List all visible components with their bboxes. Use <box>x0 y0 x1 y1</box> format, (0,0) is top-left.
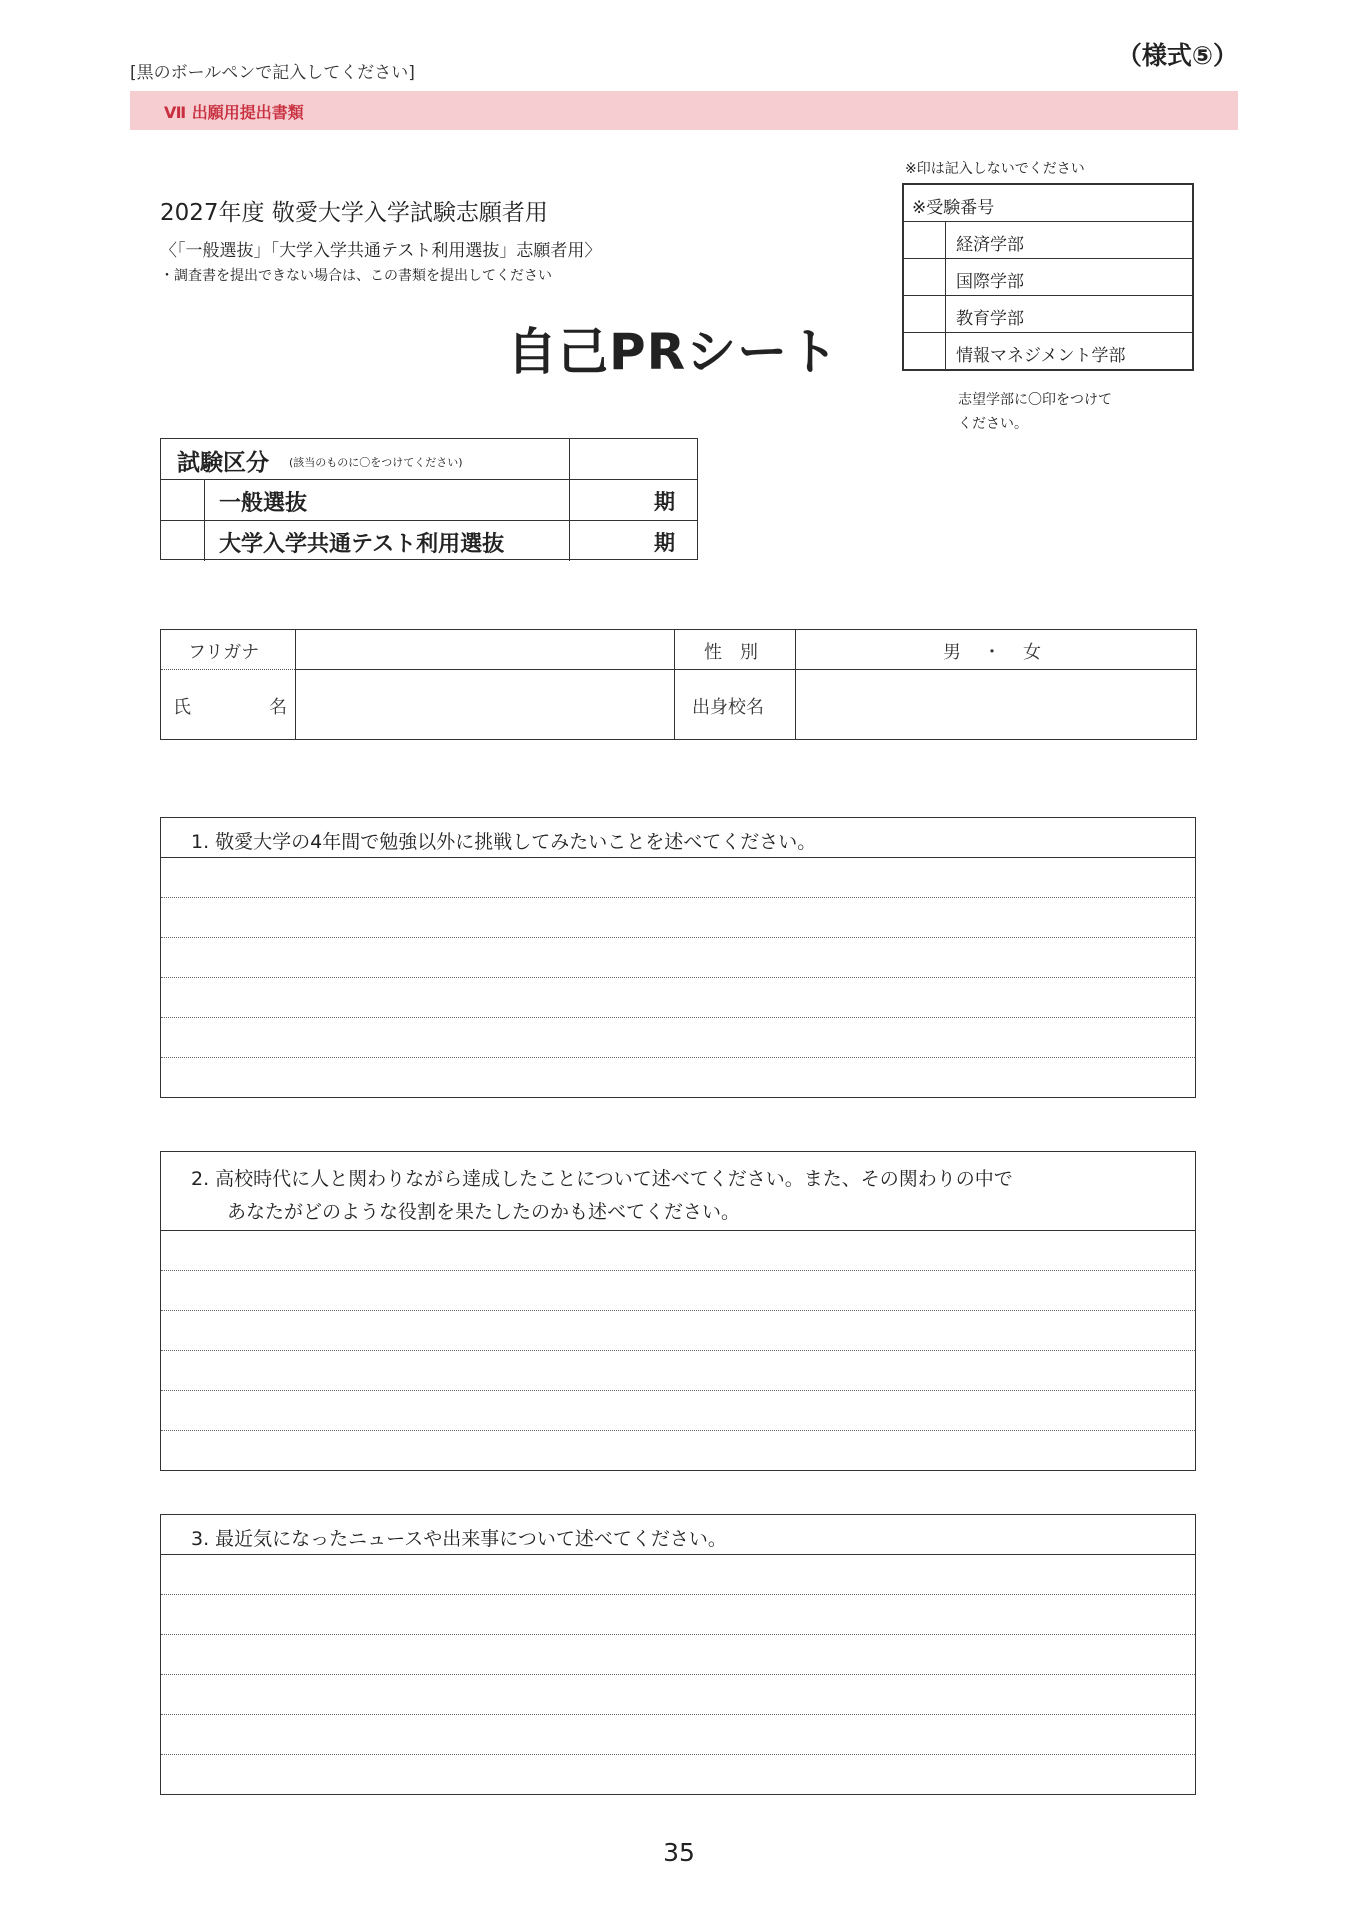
furigana-label: フリガナ <box>188 642 260 663</box>
school-label: 出身校名 <box>692 697 764 718</box>
column-divider <box>569 439 570 479</box>
column-divider <box>674 630 675 739</box>
school-field[interactable] <box>796 670 1196 740</box>
question-text: 1. 敬愛大学の4年間で勉強以外に挑戦してみたいことを述べてください。 <box>191 831 817 853</box>
question-box-2 <box>160 1151 1196 1471</box>
question-text: 3. 最近気になったニュースや出来事について述べてください。 <box>191 1528 727 1550</box>
answer-line <box>161 1431 1195 1470</box>
exam-option-label: 大学入学共通テスト利用選抜 <box>219 532 505 557</box>
answer-line <box>161 1755 1195 1794</box>
question-box-3 <box>160 1514 1196 1795</box>
question-text: 2. 高校時代に人と関わりながら達成したことについて述べてください。また、その関わりの中で <box>191 1168 1013 1190</box>
answer-line <box>161 1675 1195 1715</box>
page-number: 35 <box>663 1838 695 1867</box>
answer-line <box>161 1555 1195 1595</box>
department-row <box>904 296 1192 333</box>
applicant-info-table <box>160 629 1197 740</box>
name-label-first: 氏 <box>173 697 191 718</box>
applicant-type-subtitle: 〈「一般選抜」「大学入学共通テスト利用選抜」志願者用〉 <box>160 241 602 261</box>
answer-line <box>161 1715 1195 1755</box>
exam-category-note: (該当のものに〇をつけてください) <box>289 456 463 469</box>
answer-line <box>161 1018 1195 1058</box>
question-header <box>161 1515 1195 1555</box>
exam-option-row <box>161 480 697 521</box>
exam-category-header <box>161 439 697 480</box>
exam-category-heading: 試験区分 <box>177 450 269 476</box>
department-row <box>904 259 1192 296</box>
answer-line <box>161 858 1195 898</box>
column-divider <box>569 480 570 520</box>
question-text-continued: あなたがどのような役割を果たしたのかも述べてください。 <box>227 1201 741 1223</box>
question-header <box>161 818 1195 858</box>
department-label: 情報マネジメント学部 <box>956 346 1126 366</box>
answer-line <box>161 1271 1195 1311</box>
department-mark-box[interactable] <box>904 296 946 332</box>
answer-area[interactable] <box>161 1231 1195 1470</box>
answer-area[interactable] <box>161 858 1195 1097</box>
question-box-1 <box>160 817 1196 1098</box>
answer-line <box>161 938 1195 978</box>
exam-number-label: ※受験番号 <box>912 198 995 218</box>
pen-instruction: [黒のボールペンで記入してください] <box>130 63 415 83</box>
department-mark-box[interactable] <box>904 333 946 369</box>
answer-line <box>161 1058 1195 1097</box>
department-mark-box[interactable] <box>904 259 946 295</box>
form-number-label: （様式⑤） <box>1116 41 1238 70</box>
year-title: 2027年度 敬愛大学入学試験志願者用 <box>160 200 548 226</box>
answer-line <box>161 898 1195 938</box>
exam-option-label: 一般選抜 <box>219 491 308 516</box>
answer-line <box>161 1391 1195 1431</box>
submission-note: ・調査書を提出できない場合は、この書類を提出してください <box>160 268 552 284</box>
department-footnote: 志望学部に〇印をつけて <box>958 392 1112 408</box>
department-label: 教育学部 <box>956 309 1024 329</box>
mark-box-divider <box>204 480 205 520</box>
gender-label: 性 別 <box>704 642 758 663</box>
mark-box-divider <box>204 521 205 561</box>
department-label: 国際学部 <box>956 272 1024 292</box>
name-label-second: 名 <box>269 697 287 718</box>
department-table <box>902 183 1194 371</box>
name-field[interactable] <box>296 670 674 740</box>
column-divider <box>569 521 570 561</box>
department-mark-box[interactable] <box>904 222 946 258</box>
furigana-field[interactable] <box>296 630 674 668</box>
section-title: Ⅶ 出願用提出書類 <box>164 103 304 122</box>
exam-term-label: 期 <box>654 490 675 514</box>
answer-line <box>161 1311 1195 1351</box>
answer-line <box>161 1595 1195 1635</box>
staff-only-note: ※印は記入しないでください <box>905 161 1085 177</box>
answer-line <box>161 1351 1195 1391</box>
exam-number-cell[interactable] <box>904 185 1192 222</box>
answer-line <box>161 978 1195 1018</box>
exam-term-label: 期 <box>654 531 675 555</box>
department-row <box>904 222 1192 259</box>
department-row <box>904 333 1192 369</box>
page-title: 自己PRシート <box>507 323 840 381</box>
gender-options[interactable]: 男 ・ 女 <box>943 642 1043 663</box>
answer-line <box>161 1231 1195 1271</box>
department-footnote-continued: ください。 <box>958 416 1028 432</box>
question-header <box>161 1152 1195 1231</box>
answer-line <box>161 1635 1195 1675</box>
department-label: 経済学部 <box>956 235 1024 255</box>
answer-area[interactable] <box>161 1555 1195 1794</box>
section-header-bar <box>130 91 1238 130</box>
exam-category-table <box>160 438 698 560</box>
exam-option-row <box>161 521 697 561</box>
